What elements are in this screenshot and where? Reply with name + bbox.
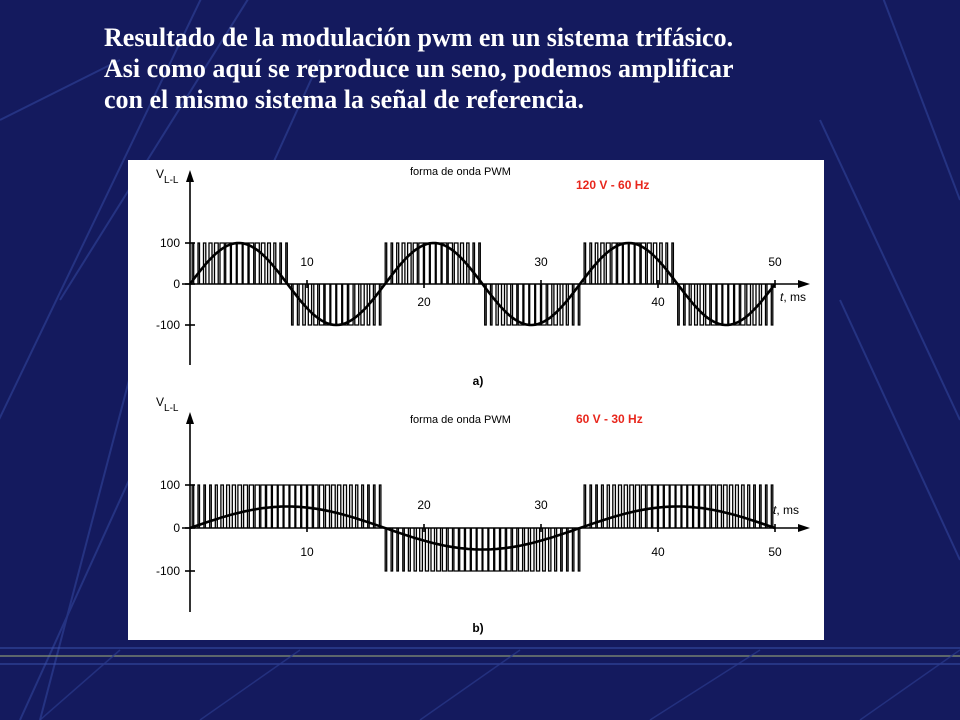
pwm-pulse [700, 485, 705, 528]
pwm-pulse [344, 485, 347, 528]
pwm-pulse [513, 528, 517, 571]
pwm-pulse [385, 243, 387, 284]
pwm-pulse [374, 485, 376, 528]
pwm-pulse [729, 284, 734, 325]
pwm-pulse [530, 284, 535, 325]
pwm-chart-a [156, 166, 810, 388]
pwm-pulse [618, 243, 623, 284]
pwm-pulse [619, 485, 622, 528]
pwm-pulse [391, 528, 393, 571]
x-tick-label: 20 [417, 498, 431, 512]
x-tick-label: 10 [300, 545, 314, 559]
y-axis-arrow [186, 170, 194, 182]
pwm-pulse [373, 284, 375, 325]
pwm-pulse [518, 284, 523, 325]
pwm-pulse [507, 284, 511, 325]
pwm-pulse [231, 243, 236, 284]
pwm-pulse [502, 284, 505, 325]
pwm-pulse [525, 528, 529, 571]
pwm-pulse [385, 528, 387, 571]
pwm-pulse [753, 284, 756, 325]
pwm-pulse [192, 485, 194, 528]
pwm-pulse [742, 485, 745, 528]
pwm-pulse [712, 485, 716, 528]
pwm-pulse [519, 528, 523, 571]
pwm-pulse [613, 485, 616, 528]
pwm-pulse [549, 528, 551, 571]
y-tick-label: -100 [155, 318, 180, 332]
pwm-pulse [397, 528, 399, 571]
pwm-pulse [255, 485, 259, 528]
title-line-3: con el mismo sistema la señal de referencia. [104, 85, 584, 114]
pwm-pulse [314, 485, 319, 528]
pwm-pulse [747, 284, 751, 325]
pwm-pulse [226, 243, 231, 284]
pwm-pulse [766, 284, 768, 325]
x-axis-arrow [798, 280, 810, 288]
pwm-pulse [554, 284, 558, 325]
panel-label: b) [472, 621, 484, 635]
pwm-pulse [473, 243, 475, 284]
pwm-pulse [635, 243, 640, 284]
y-tick-label: 0 [173, 521, 180, 535]
pwm-pulse [653, 243, 656, 284]
pwm-pulse [249, 485, 253, 528]
pwm-pulse [723, 284, 728, 325]
pwm-pulse [425, 243, 430, 284]
pwm-pulse [286, 243, 288, 284]
pwm-pulse [624, 485, 627, 528]
pwm-pulse [542, 284, 547, 325]
x-tick-label: 50 [768, 255, 782, 269]
pwm-pulse [221, 485, 224, 528]
pwm-pulse [261, 485, 266, 528]
pwm-pulse [507, 528, 512, 571]
pwm-pulse [379, 485, 381, 528]
pwm-pulse [332, 485, 336, 528]
pwm-pulse [244, 485, 248, 528]
pwm-pulse [243, 243, 248, 284]
pwm-pulse [198, 485, 200, 528]
pwm-pulse [431, 528, 435, 571]
panel-label: a) [472, 374, 484, 388]
pwm-pulse [437, 528, 441, 571]
pwm-pulse [232, 485, 235, 528]
pwm-pulse [706, 485, 710, 528]
pwm-pulse [748, 485, 750, 528]
pwm-pulse [636, 485, 640, 528]
pwm-pulse [766, 485, 768, 528]
x-tick-label: 50 [768, 545, 782, 559]
pwm-pulse [678, 284, 680, 325]
pwm-pulse [524, 284, 529, 325]
pwm-pulse [442, 528, 446, 571]
pwm-pulse [350, 485, 353, 528]
pwm-pulse [261, 243, 265, 284]
pwm-pulse [419, 243, 424, 284]
x-tick-label: 10 [300, 255, 314, 269]
x-tick-label: 30 [534, 498, 548, 512]
pwm-pulse [448, 528, 452, 571]
pwm-pulse [209, 243, 212, 284]
pwm-pulse [572, 528, 574, 571]
pwm-pulse [537, 528, 540, 571]
pwm-pulse [215, 485, 217, 528]
pwm-pulse [736, 485, 739, 528]
pwm-pulse [590, 243, 592, 284]
pwm-pulse [397, 243, 399, 284]
pwm-pulse [454, 528, 459, 571]
y-axis-label: $V_{L-L}$ [156, 395, 179, 414]
pwm-pulse [337, 284, 342, 325]
pwm-pulse [356, 485, 358, 528]
pwm-pulse [543, 528, 546, 571]
x-tick-label: 40 [651, 545, 665, 559]
y-tick-label: 0 [173, 277, 180, 291]
pwm-pulse [711, 284, 716, 325]
x-tick-label: 30 [534, 255, 548, 269]
pwm-pulse [361, 284, 364, 325]
pwm-pulse [237, 243, 242, 284]
pwm-pulse [326, 485, 330, 528]
pwm-pulse [601, 243, 604, 284]
pwm-pulse [689, 284, 691, 325]
pwm-charts-svg [128, 160, 824, 640]
pwm-pulse [629, 243, 634, 284]
title-line-2: Asi como aquí se reproduce un seno, podemos amplificar [104, 54, 734, 83]
pwm-pulse [408, 528, 410, 571]
pwm-pulse [700, 284, 704, 325]
pwm-pulse [578, 284, 580, 325]
x-axis-label: t, ms [780, 290, 807, 304]
pwm-pulse [607, 485, 609, 528]
title-line-1: Resultado de la modulación pwm en un sistema trifásico. [104, 23, 734, 52]
chart-title: forma de onda PWM [410, 166, 511, 178]
pwm-pulse [408, 243, 412, 284]
x-axis-arrow [798, 524, 810, 532]
pwm-pulse [249, 243, 254, 284]
pwm-figure [128, 160, 824, 640]
x-axis-label: t, ms [773, 503, 800, 517]
pwm-pulse [308, 284, 311, 325]
pwm-pulse [227, 485, 230, 528]
chart-title: forma de onda PWM [410, 414, 511, 426]
pwm-pulse [414, 528, 416, 571]
y-tick-label: 100 [159, 236, 180, 250]
pwm-pulse [567, 528, 569, 571]
pwm-pulse [238, 485, 242, 528]
pwm-pulse [717, 284, 722, 325]
pwm-pulse [623, 243, 628, 284]
slide-title [104, 22, 944, 115]
pwm-pulse [297, 284, 299, 325]
pwm-pulse [724, 485, 728, 528]
pwm-pulse [718, 485, 722, 528]
pwm-pulse [666, 243, 668, 284]
pwm-pulse [730, 485, 733, 528]
pwm-pulse [555, 528, 557, 571]
pwm-pulse [641, 485, 645, 528]
pwm-pulse [343, 284, 348, 325]
pwm-pulse [430, 243, 435, 284]
y-tick-label: -100 [155, 564, 180, 578]
pwm-pulse [331, 284, 336, 325]
pwm-pulse [320, 485, 324, 528]
pwm-pulse [647, 485, 652, 528]
pwm-pulse [442, 243, 447, 284]
pwm-pulse [584, 485, 586, 528]
pwm-pulse [630, 485, 634, 528]
pwm-pulse [461, 243, 464, 284]
pwm-pulse [420, 528, 423, 571]
pwm-pulse [274, 243, 276, 284]
pwm-pulse [590, 485, 592, 528]
pwm-pulse [578, 528, 580, 571]
pwm-pulse [198, 243, 200, 284]
pwm-pulse [338, 485, 341, 528]
pwm-pulse [491, 284, 493, 325]
y-axis-arrow [186, 412, 194, 424]
pwm-pulse [436, 243, 441, 284]
x-tick-label: 40 [651, 295, 665, 309]
y-axis-label: $V_{L-L}$ [156, 167, 179, 186]
pwm-pulse [536, 284, 541, 325]
pwm-pulse [325, 284, 330, 325]
pwm-pulse [735, 284, 740, 325]
chart-spec-label: 60 V - 30 Hz [576, 412, 643, 426]
pwm-pulse [454, 243, 458, 284]
pwm-pulse [531, 528, 535, 571]
chart-spec-label: 120 V - 60 Hz [576, 178, 650, 192]
x-tick-label: 20 [417, 295, 431, 309]
y-tick-label: 100 [159, 478, 180, 492]
pwm-chart-b [156, 395, 810, 635]
pwm-pulse [425, 528, 428, 571]
pwm-pulse [566, 284, 568, 325]
pwm-pulse [215, 243, 219, 284]
